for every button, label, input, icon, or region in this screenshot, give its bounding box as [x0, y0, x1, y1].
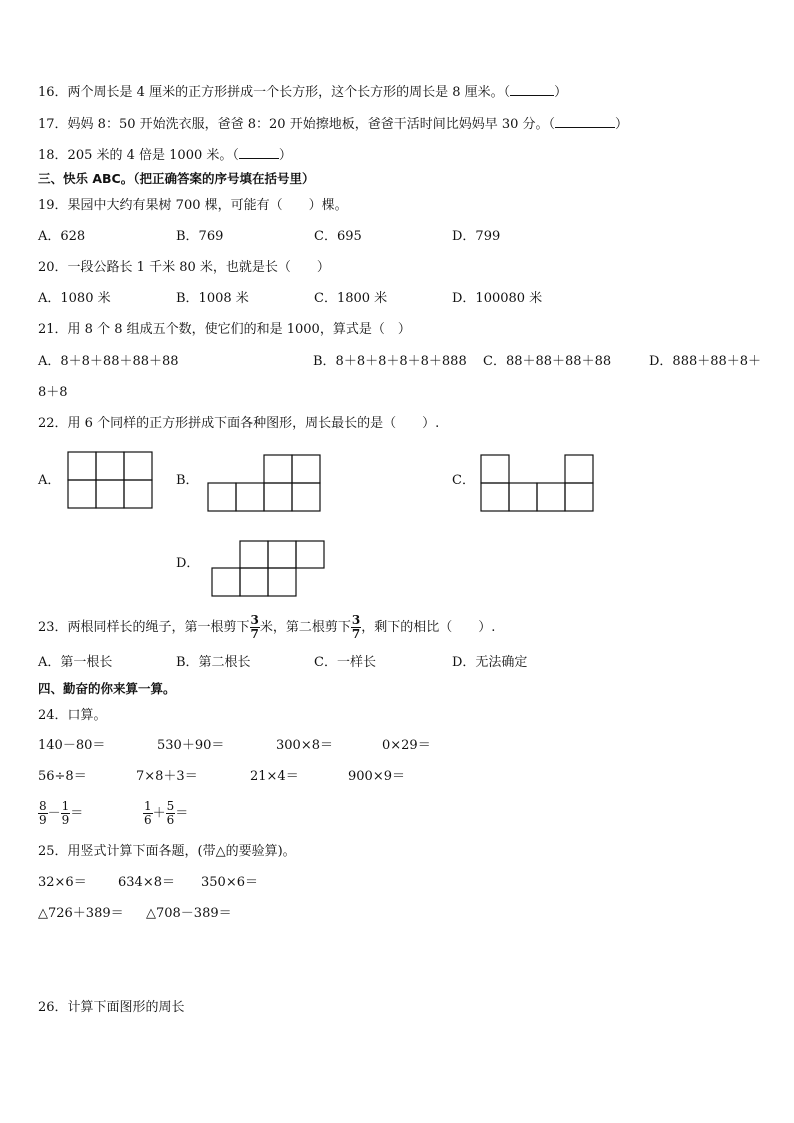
option-23-c[interactable]: C．一样长: [314, 655, 376, 670]
calc-item: 0×29＝: [382, 738, 431, 753]
option-20-c[interactable]: C．1800 米: [314, 291, 388, 306]
question-17: [38, 115, 628, 133]
option-19-c[interactable]: C．695: [314, 229, 362, 244]
section-3-heading: 三、快乐 ABC。（把正确答案的序号填在括号里）: [38, 171, 315, 186]
fraction-denominator: 6: [166, 813, 175, 827]
fraction-calc-1: [38, 796, 83, 832]
fraction-calc-2: [143, 796, 188, 832]
question-16-text: 16．两个周长是 4 厘米的正方形拼成一个长方形，这个长方形的周长是 8 厘米。（: [38, 85, 511, 100]
calc-item: 32×6＝: [38, 875, 87, 890]
calc-item: 300×8＝: [276, 738, 333, 753]
option-19-b[interactable]: B．769: [176, 229, 224, 244]
calc-item: △708－389＝: [146, 906, 232, 921]
section-4-heading: 四、勤奋的你来算一算。: [38, 681, 176, 696]
fraction-denominator: 6: [144, 813, 152, 827]
answer-blank-16[interactable]: [510, 83, 554, 96]
calc-item: 530＋90＝: [157, 738, 225, 753]
option-23-a[interactable]: A．第一根长: [38, 655, 113, 670]
option-23-b[interactable]: B．第二根长: [176, 655, 251, 670]
operator: ＋: [152, 806, 166, 821]
fraction-denominator: 9: [61, 813, 70, 827]
option-21-a[interactable]: A．8＋8＋88＋88＋88: [38, 354, 179, 369]
fraction: [61, 800, 71, 827]
fraction-numerator: 1: [61, 799, 70, 813]
calc-item: △726＋389＝: [38, 906, 124, 921]
shape-c-figure: [481, 455, 593, 513]
fraction-numerator: 1: [144, 799, 152, 813]
calc-item: 56÷8＝: [38, 769, 87, 784]
calc-item: 900×9＝: [348, 769, 405, 784]
shape-d-figure: [212, 541, 324, 597]
question-25-title: 25．用竖式计算下面各题，(带△的要验算)。: [38, 844, 296, 859]
fraction-numerator: 8: [39, 799, 47, 813]
fraction-denominator: 7: [351, 627, 361, 641]
shape-a-figure: [68, 452, 152, 510]
shape-b-figure: [208, 455, 320, 513]
paren-close: ）: [615, 117, 629, 132]
fraction-denominator: 9: [39, 813, 47, 827]
fraction-second-cut: [351, 614, 361, 641]
operator: －: [47, 806, 61, 821]
calc-item: 140－80＝: [38, 738, 106, 753]
option-22-d[interactable]: D．: [176, 556, 200, 571]
fraction: [166, 800, 176, 827]
option-20-d[interactable]: D．100080 米: [452, 291, 543, 306]
option-21-b[interactable]: B．8＋8＋8＋8＋8＋888: [313, 354, 467, 369]
question-23: [38, 611, 495, 645]
option-22-b[interactable]: B．: [176, 473, 199, 488]
paren-close: ）: [554, 85, 568, 100]
option-21-d[interactable]: D．888＋88＋8＋: [649, 354, 762, 369]
question-18: [38, 146, 292, 164]
question-17-text: 17．妈妈 8：50 开始洗衣服，爸爸 8：20 开始擦地板，爸爸干活时间比妈妈早 30 分。（: [38, 117, 556, 132]
fraction-numerator: 3: [351, 613, 361, 627]
question-24-title: 24．口算。: [38, 708, 107, 723]
fraction-numerator: 5: [166, 799, 175, 813]
option-21-d-continued: 8＋8: [38, 385, 68, 400]
question-23-text-c: ，剩下的相比（ ）.: [361, 620, 496, 635]
option-22-c[interactable]: C．: [452, 473, 475, 488]
calc-item: 21×4＝: [250, 769, 299, 784]
question-19-text: 19．果园中大约有果树 700 棵，可能有（ ）棵。: [38, 198, 348, 213]
question-22-text: 22．用 6 个同样的正方形拼成下面各种图形，周长最长的是（ ）.: [38, 416, 440, 431]
calc-item: 350×6＝: [201, 875, 258, 890]
answer-blank-18[interactable]: [239, 146, 279, 159]
equals-sign: ＝: [175, 806, 189, 821]
fraction-denominator: 7: [250, 627, 259, 641]
fraction-numerator: 3: [250, 613, 259, 627]
calc-item: 7×8＋3＝: [136, 769, 198, 784]
question-18-text: 18．205 米的 4 倍是 1000 米。（: [38, 148, 239, 163]
question-23-text-b: 米，第二根剪下: [259, 620, 351, 635]
option-20-b[interactable]: B．1008 米: [176, 291, 249, 306]
option-20-a[interactable]: A．1080 米: [38, 291, 111, 306]
option-22-a[interactable]: A．: [38, 473, 61, 488]
fraction: [38, 800, 48, 827]
question-20-text: 20．一段公路长 1 千米 80 米，也就是长（ ）: [38, 260, 330, 275]
question-21-text: 21．用 8 个 8 组成五个数，使它们的和是 1000，算式是（ ）: [38, 322, 411, 337]
option-19-d[interactable]: D．799: [452, 229, 501, 244]
fraction: [143, 800, 153, 827]
question-26-title: 26．计算下面图形的周长: [38, 1000, 185, 1015]
equals-sign: ＝: [70, 806, 84, 821]
question-23-text-a: 23．两根同样长的绳子，第一根剪下: [38, 620, 250, 635]
question-16: [38, 83, 567, 101]
answer-blank-17[interactable]: [555, 115, 615, 128]
calc-item: 634×8＝: [118, 875, 175, 890]
option-19-a[interactable]: A．628: [38, 229, 86, 244]
fraction-first-cut: [250, 614, 260, 641]
paren-close: ）: [278, 148, 292, 163]
option-21-c[interactable]: C．88＋88＋88＋88: [483, 354, 612, 369]
option-23-d[interactable]: D．无法确定: [452, 655, 528, 670]
